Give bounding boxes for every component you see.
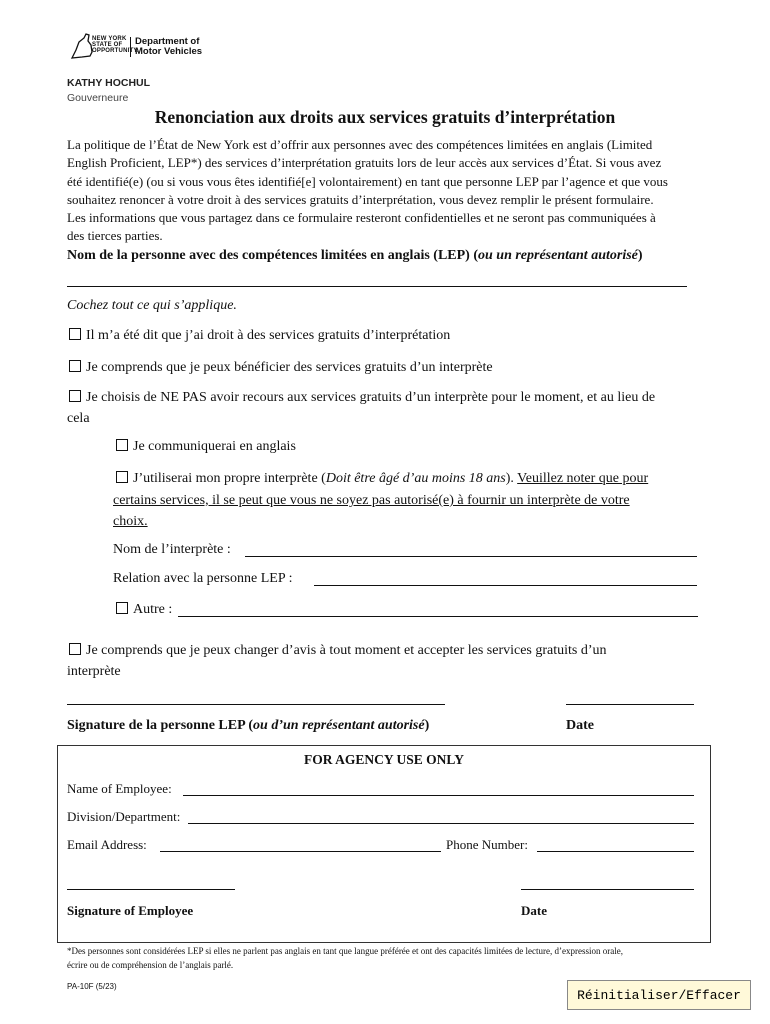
lep-date-line[interactable]: [566, 704, 694, 705]
footnote: [67, 944, 707, 972]
governor-title: Gouverneure: [67, 92, 129, 104]
interpreter-name-label: Nom de l’interprète :: [113, 542, 231, 557]
logo-state-text: NEW YORK STATE OF OPPORTUNITY.: [92, 36, 139, 54]
option-decline-checkbox[interactable]: [69, 390, 81, 402]
check-instruction: Cochez tout ce qui s’applique.: [67, 298, 237, 313]
employee-signature-line[interactable]: [67, 889, 235, 890]
employee-signature-label: Signature of Employee: [67, 903, 194, 918]
lep-name-label-italic: ou un représentant autorisé: [478, 248, 638, 263]
logo-department-text: Department of Motor Vehicles: [130, 37, 205, 57]
relation-input-line[interactable]: [314, 585, 697, 586]
other-checkbox[interactable]: [116, 602, 128, 614]
reset-button[interactable]: Réinitialiser/Effacer: [567, 980, 751, 1010]
option-change-mind-label-line1: Je comprends que je peux changer d’avis à tout moment et accepter les services gratuits d’un: [86, 643, 607, 658]
division-label: Division/Department:: [67, 809, 181, 824]
intro-line: Les informations que vous partagez dans ce formulaire resteront confidentielles et ne seront pas communiquées à: [67, 210, 656, 226]
option-understand: [69, 360, 493, 376]
option-decline-label-line1: Je choisis de NE PAS avoir recours aux services gratuits d’un interprète pour le moment, et au lieu de: [86, 390, 656, 405]
option-change-mind-label-line2: interprète: [67, 664, 121, 679]
ny-state-outline-icon: [70, 32, 94, 62]
agency-title: FOR AGENCY USE ONLY: [304, 752, 464, 767]
phone-label: Phone Number:: [446, 837, 528, 852]
employee-date-label: Date: [521, 903, 547, 918]
option-decline-label-line2: cela: [67, 411, 90, 426]
sub-option-english-checkbox[interactable]: [116, 439, 128, 451]
lep-name-label-end: ): [637, 248, 643, 263]
sub-option-own-interpreter: [116, 471, 648, 487]
sub-option-english: [116, 439, 296, 455]
relation-label: Relation avec la personne LEP :: [113, 571, 293, 586]
lep-signature-line[interactable]: [67, 704, 445, 705]
option-entitled-checkbox[interactable]: [69, 328, 81, 340]
governor-name: KATHY HOCHUL: [67, 77, 151, 89]
sub-option-own-interpreter-checkbox[interactable]: [116, 471, 128, 483]
lep-name-input-line[interactable]: [67, 286, 687, 287]
option-decline: [69, 390, 655, 406]
other-option: [116, 602, 172, 618]
sub-option-note-line1: Veuillez noter que pour: [517, 471, 649, 486]
option-understand-label: Je comprends que je peux bénéficier des services gratuits d’un interprète: [86, 360, 493, 375]
option-entitled-label: Il m’a été dit que j’ai droit à des services gratuits d’interprétation: [86, 328, 451, 343]
option-change-mind: [69, 643, 607, 659]
lep-name-label-text: Nom de la personne avec des compétences limitées en anglais (LEP) (: [67, 248, 478, 263]
intro-line: souhaitez renoncer à votre droit à des services gratuits d’interprétation, vous devez remplir le présent formulaire.: [67, 191, 654, 207]
other-label: Autre :: [133, 602, 173, 617]
employee-name-input-line[interactable]: [183, 795, 694, 796]
footnote-line1: *Des personnes sont considérées LEP si elles ne parlent pas anglais en tant que langue préférée et ont des capacités limitées de lecture, d’expression orale,: [67, 946, 623, 956]
division-input-line[interactable]: [188, 823, 694, 824]
dmv-logo: [70, 30, 203, 64]
sub-option-english-label: Je communiquerai en anglais: [133, 439, 296, 454]
form-code: PA-10F (5/23): [67, 982, 117, 991]
lep-signature-label-italic: ou d’un représentant autorisé: [253, 718, 425, 733]
intro-paragraph: [67, 136, 717, 246]
lep-signature-label: [67, 718, 429, 734]
lep-date-label: Date: [566, 718, 594, 733]
sub-option-own-interpreter-label: J’utiliserai mon propre interprète (: [133, 471, 326, 486]
option-change-mind-checkbox[interactable]: [69, 643, 81, 655]
intro-line: English Proficient, LEP*) des services d’interprétation gratuits lors de leur accès aux services d’État. Si vous avez: [67, 155, 662, 171]
lep-name-label: [67, 248, 643, 264]
email-label: Email Address:: [67, 837, 147, 852]
other-input-line[interactable]: [178, 616, 698, 617]
employee-name-label: Name of Employee:: [67, 781, 172, 796]
intro-line: La politique de l’État de New York est d’offrir aux personnes avec des compétences limitées en anglais (Limited: [67, 137, 653, 152]
intro-line: des tierces parties.: [67, 228, 163, 244]
sub-option-after: ).: [505, 471, 518, 486]
email-input-line[interactable]: [160, 851, 441, 852]
footnote-line2: écrire ou de compréhension de l’anglais parlé.: [67, 960, 234, 970]
lep-signature-label-end: ): [424, 718, 430, 733]
interpreter-name-input-line[interactable]: [245, 556, 697, 557]
form-title: Renonciation aux droits aux services gratuits d’interprétation: [154, 107, 616, 127]
option-entitled: [69, 328, 450, 344]
option-understand-checkbox[interactable]: [69, 360, 81, 372]
sub-option-note-line3: choix.: [113, 514, 148, 529]
sub-option-note-line2: certains services, il se peut que vous ne soyez pas autorisé(e) à fournir un interprète de votre: [113, 493, 630, 508]
lep-signature-label-text: Signature de la personne LEP (: [67, 718, 254, 733]
phone-input-line[interactable]: [537, 851, 694, 852]
employee-date-line[interactable]: [521, 889, 694, 890]
intro-line: été identifié(e) (ou si vous vous êtes identifié[e] volontairement) en tant que personne LEP par l’agence et que vous: [67, 173, 668, 189]
sub-option-age-requirement: Doit être âgé d’au moins 18 ans: [325, 471, 506, 486]
